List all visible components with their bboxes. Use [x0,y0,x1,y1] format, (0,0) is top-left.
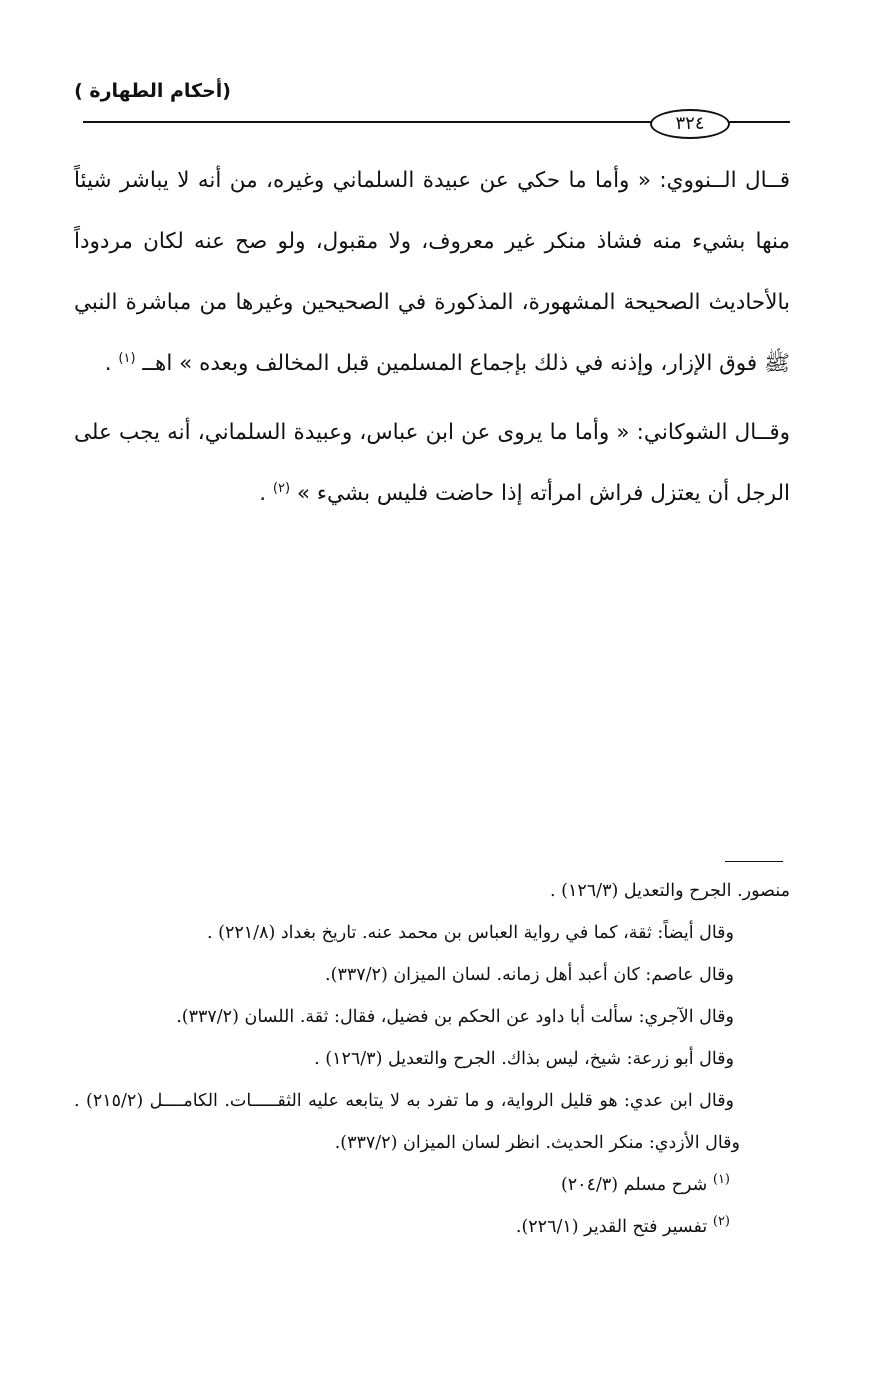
period: . [259,481,267,506]
paragraph-shawkani [74,402,790,524]
period: . [104,351,112,376]
paragraph-nawawi [74,150,790,394]
footnote-line: وقال عاصم: كان أعبد أهل زمانه. لسان الميزان (٣٣٧/٢). [325,965,734,985]
footnote-2 [74,1206,790,1248]
paragraph-shawkani-text: وقــال الشوكاني: « وأما ما يروى عن ابن عباس، وعبيدة السلماني، أنه يجب على الرجل أن يعتزل فراش امرأته إذا حاضت فليس بشيء » [74,420,790,506]
footnote-2-text: تفسير فتح القدير (٢٢٦/١). [515,1217,708,1237]
footnote-line: وقال ابن عدي: هو قليل الرواية، و ما تفرد به لا يتابعه عليه الثقـــــات. الكامــــل (٢١٥/٢) . [74,1091,735,1111]
paragraph-nawawi-text: قــال الــنووي: « وأما ما حكي عن عبيدة السلماني وغيره، من أنه لا يباشر شيئاً منها بشيء منه فشاذ منكر غير معروف، ولا مقبول، ولو صح عنه لكان مردوداً بالأحاديث الصحيحة المشهورة، المذكورة في الصحيحين وغيرها من مباشرة النبي ﷺ فوق الإزار، وإذنه في ذلك بإجماع المسلمين قبل المخالف وبعده » اهــ [74,168,790,376]
page-number: ٣٢٤ [650,109,730,139]
footnote-line: وقال أبو زرعة: شيخ، ليس بذاك. الجرح والتعديل (١٢٦/٣) . [314,1049,734,1069]
footnote-separator [725,861,783,862]
footnote-line: وقال الأزدي: منكر الحديث. انظر لسان الميزان (٣٣٧/٢). [334,1133,740,1153]
main-text [74,150,790,524]
footnote-line: منصور. الجرح والتعديل (١٢٦/٣) . [550,881,790,901]
footnote-line: وقال أيضاً: ثقة، كما في رواية العباس بن محمد عنه. تاريخ بغداد (٢٢١/٨) . [207,923,734,943]
footnote-ref-2: (٢) [272,480,291,496]
footnote-line: وقال الآجري: سألت أبا داود عن الحكم بن فضيل، فقال: ثقة. اللسان (٣٣٧/٢). [176,1007,734,1027]
footnote-marker-2: (٢) [712,1214,730,1230]
footnote-1-text: شرح مسلم (٢٠٤/٣) [560,1175,708,1195]
footnote-ref-1: (١) [118,350,136,366]
footnote-marker-1: (١) [712,1172,730,1188]
running-head-title: (أحكام الطهارة ) [74,80,231,102]
footnotes [74,870,790,1248]
footnote-1 [74,1164,790,1206]
